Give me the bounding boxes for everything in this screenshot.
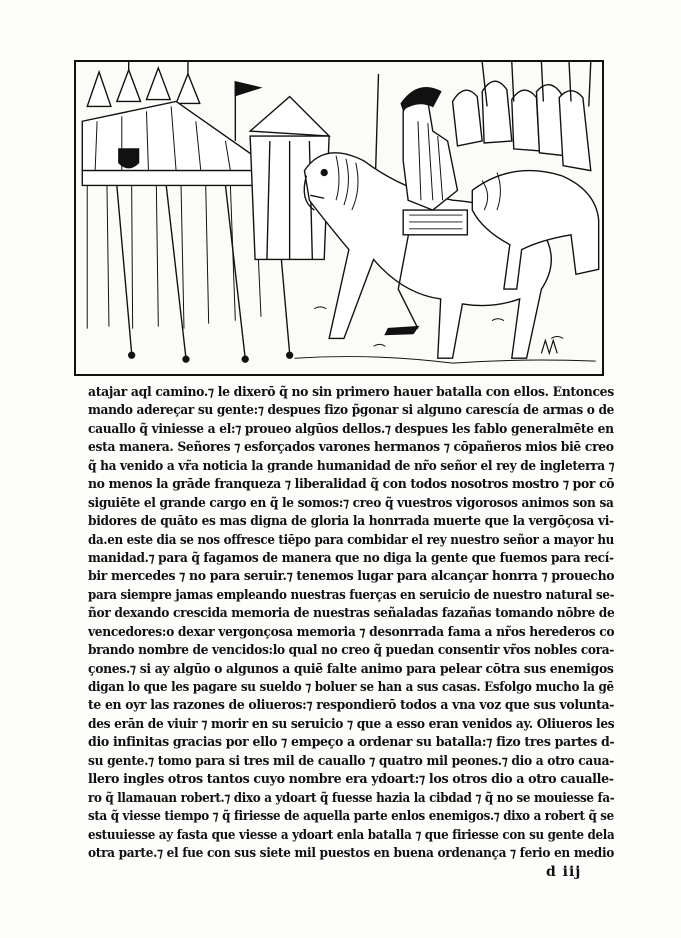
text-line: esta manera. Señores ⁊ esforçados varones hermanos ⁊ cōpañeros mios biē creo: [88, 440, 614, 456]
text-line: cauallo q̃ viniesse a el:⁊ proueo algūos dellos.⁊ despues les fablo generalmēte en: [88, 421, 614, 437]
text-line: mando adereçar su gente:⁊ despues fizo p̃gonar si alguno carescía de armas o de: [88, 403, 614, 419]
text-line: manidad.⁊ para q̃ fagamos de manera que no diga la gente que fuemos para recí-: [88, 550, 614, 566]
text-line: llero ingles otros tantos cuyo nombre era ydoart:⁊ los otros dio a otro caualle-: [88, 772, 614, 788]
text-line: digan lo que les pagare su sueldo ⁊ boluer se han a sus casas. Esfolgo mucho la gē: [88, 680, 614, 695]
text-line: ñor dexando crescida memoria de nuestras señaladas fazañas tomando nōbre de: [88, 606, 614, 622]
text-line: su gente.⁊ tomo para si tres mil de cauallo ⁊ quatro mil peones.⁊ dio a otro caua-: [88, 753, 614, 769]
text-line: estuuiesse ay fasta que viesse a ydoart enla batalla ⁊ que firiesse con su gente dela: [88, 827, 614, 843]
text-line: vencedores:o dexar vergonçosa memoria ⁊ desonrrada fama a nr̃os herederos co: [88, 624, 614, 640]
text-line: çones.⁊ si ay algūo o algunos a quiē falte animo para pelear cōtra sus enemigos: [88, 661, 614, 677]
text-line: des erān de viuir ⁊ morir en su seruicio ⁊ que a esso eran venidos ay. Oliueros les: [88, 716, 614, 732]
woodcut-illustration: [74, 60, 604, 376]
text-line: te en oyr las razones de oliueros:⁊ respondierō todos a vna voz que sus volunta-: [88, 698, 614, 714]
signature-mark: d iij: [546, 864, 582, 880]
text-line: atajar aql camino.⁊ le dixerō q̃ no sin primero hauer batalla con ellos. Entonces: [88, 385, 614, 400]
text-line: no menos la grāde franqueza ⁊ liberalidad q̃ con todos nosotros mostro ⁊ por cō: [88, 477, 614, 493]
text-line: brando nombre de vencidos:lo qual no creo q̃ puedan consentir vr̃os nobles cora-: [88, 643, 614, 659]
text-line: q̃ ha venido a vr̃a noticia la grande humanidad de nr̃o señor el rey de ingleterra ⁊: [88, 458, 614, 474]
body-text: [88, 384, 618, 863]
text-line: sta q̃ viesse tiempo ⁊ q̃ firiesse de aquella parte enlos enemigos.⁊ dixo a robert q̃ se: [88, 809, 614, 825]
text-line: dio infinitas gracias por ello ⁊ empeço a ordenar su batalla:⁊ fizo tres partes d-: [88, 735, 614, 751]
text-line: da.en este dia se nos offresce tiēpo para combidar el rey nuestro señor a mayor hu: [88, 532, 614, 548]
text-line: para siempre jamas empleando nuestras fuerças en seruicio de nuestro natural se-: [88, 587, 614, 603]
text-line: otra parte.⁊ el fue con sus siete mil puestos en buena ordenança ⁊ ferio en medio: [88, 845, 614, 861]
text-line: siguiēte el grande cargo en q̃ le somos:⁊ creo q̃ vuestros vigorosos animos son sa: [88, 495, 614, 511]
text-line: ro q̃ llamauan robert.⁊ dixo a ydoart q̃ fuesse hazia la cibdad ⁊ q̃ no se mouiesse fa-: [88, 790, 614, 806]
text-line: bidores de quāto es mas digna de gloria la honrrada muerte que la vergōçosa vi-: [88, 514, 614, 530]
text-line: bir mercedes ⁊ no para seruir.⁊ tenemos lugar para alcançar honrra ⁊ prouecho: [88, 569, 614, 585]
woodcut-drawing: [76, 62, 602, 374]
